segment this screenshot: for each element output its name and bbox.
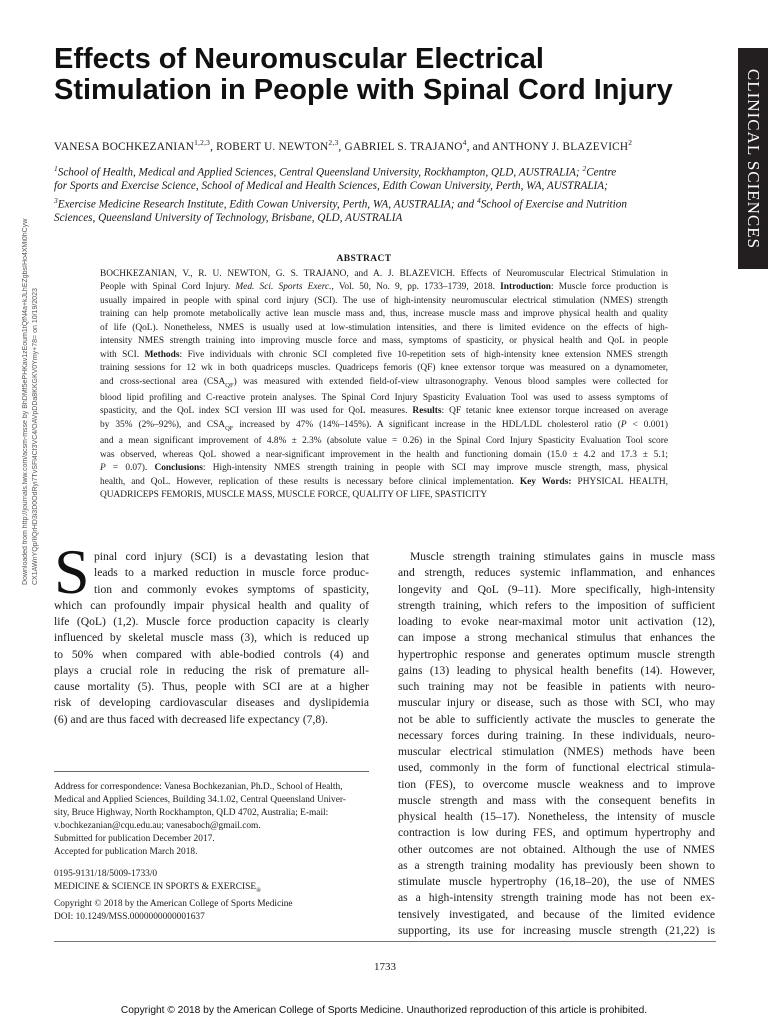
- abstract-line: [100, 462, 668, 475]
- abstract-line: [100, 349, 668, 362]
- body-line: and strength, reduces systemic inflammation, and enhances: [398, 566, 715, 580]
- drop-cap: S: [54, 536, 90, 607]
- abstract-text: by 35% (2%–92%), and CSA: [100, 419, 226, 430]
- author-affiliation-marker: 2,3: [328, 138, 339, 147]
- article-title: [54, 44, 714, 106]
- affiliation-marker: 3: [54, 195, 58, 205]
- abstract-line: of life (QoL). Nonetheless, NMES is usually used at low-stimulation intensities, and there is limited evidence on the effects of high-: [100, 322, 668, 333]
- body-line: necessary forces during training. In these individuals, neuro-: [398, 728, 715, 742]
- affiliation-text: Centre: [586, 166, 617, 179]
- body-line: not be able to sufficiently activate the muscles to generate the: [398, 712, 715, 726]
- body-line: muscular electrical stimulation (NMES) methods have been: [398, 745, 715, 758]
- body-line: Muscle strength training stimulates gains in muscle mass: [410, 550, 715, 563]
- body-line: can impose a strong mechanical stimulus that enhances the: [398, 631, 715, 645]
- registered-mark: ®: [256, 887, 262, 895]
- abstract-text: : Muscle force production is: [551, 282, 668, 293]
- subscript: QF: [225, 381, 234, 389]
- author-name: VANESA BOCHKEZANIAN: [54, 140, 195, 153]
- journal-abbrev: Med. Sci. Sports Exerc.: [235, 282, 332, 293]
- abstract-line: and a mean significant improvement of 4.8% ± 2.3% (absolute value = 0.26) in the Spinal Cord Injury Spasticity Evaluation Tool score: [100, 436, 668, 447]
- p-value-symbol: P: [620, 419, 627, 430]
- journal-name-text: MEDICINE & SCIENCE IN SPORTS & EXERCISE: [54, 882, 257, 893]
- abstract-text: People with Spinal Cord Injury.: [100, 282, 236, 293]
- body-column-right: [398, 549, 715, 939]
- body-line: stimulate muscle hypertrophy (16,18–20), the use of NMES: [398, 875, 715, 888]
- download-watermark: [22, 165, 46, 585]
- footnote-divider: [54, 771, 369, 772]
- section-label-conclusions: Conclusions: [154, 463, 203, 474]
- copyright-line: Copyright © 2018 by the American College of Sports Medicine: [54, 899, 293, 910]
- body-line: tion (FES), to overcome muscle weakness and to improve: [398, 777, 715, 791]
- body-line: gains (13) leading to physical health benefits (14). However,: [398, 663, 715, 677]
- abstract-line: BOCHKEZANIAN, V., R. U. NEWTON, G. S. TRAJANO, and A. J. BLAZEVICH. Effects of Neuromuscular Electrical Stimulation in: [100, 269, 668, 279]
- download-line-1: Downloaded from http://journals.lww.com/acsm-msse by BhDMf5ePHKav1zEoum1tQfN4a+kJLhEZgbsIHo4XMi0hCyw: [22, 218, 29, 585]
- abstract-text: , Vol. 50, No. 9, pp. 1733–1739, 2018.: [331, 282, 501, 293]
- author-separator: , and: [466, 140, 492, 153]
- page-number: 1733: [374, 961, 396, 973]
- affiliation-text: Exercise Medicine Research Institute, Edith Cowan University, Perth, WA, AUSTRALIA; and: [57, 198, 477, 211]
- author-separator: ,: [210, 140, 217, 153]
- p-value-symbol: P: [100, 463, 106, 474]
- abstract-text: PHYSICAL HEALTH,: [571, 476, 668, 487]
- abstract-line: QUADRICEPS FEMORIS, MUSCLE MASS, MUSCLE FORCE, QUALITY OF LIFE, SPASTICITY: [100, 490, 488, 500]
- section-label-introduction: Introduction: [500, 282, 551, 293]
- journal-name: [54, 881, 374, 898]
- author-list: [54, 138, 734, 153]
- abstract-text: health, and QoL. However, replication of these results is necessary before clinical implementation.: [100, 476, 520, 487]
- abstract-text: : High-intensity NMES strength training in people with SCI may improve muscle strength, mass, physical: [202, 463, 668, 474]
- body-line: other outcomes are not obtained. Although the use of NMES: [398, 842, 715, 856]
- author-affiliation-marker: 2: [628, 138, 633, 147]
- author-affiliation-marker: 1,2,3: [194, 138, 211, 147]
- affiliation-line: Sciences, Queensland University of Technology, Brisbane, QLD, AUSTRALIA: [54, 211, 403, 224]
- author-name: GABRIEL S. TRAJANO: [344, 140, 463, 153]
- body-line: (6) and are thus faced with decreased life expectancy (7,8).: [54, 712, 328, 726]
- body-line: longevity and QoL (9–11). More specifically, high-intensity: [398, 582, 715, 596]
- section-label-methods: Methods: [144, 349, 180, 360]
- abstract-text: with SCI.: [100, 349, 145, 360]
- abstract-line: training can help promote metabolically active lean muscle mass and, thus, increase muscle mass and improve physical health and quality: [100, 309, 668, 320]
- correspondence-email[interactable]: v.bochkezanian@cqu.edu.au; vanesaboch@gmail.com.: [54, 820, 261, 831]
- body-line: supporting, its use for increasing muscle strength (21,22) is: [398, 923, 715, 937]
- body-line: tensively investigated, and because of the limited evidence: [398, 907, 715, 921]
- abstract-text: ) was measured with extended field-of-view ultrasonography. Venous blood samples were collected for: [233, 376, 668, 387]
- title-line-2: Stimulation in People with Spinal Cord Injury: [54, 74, 673, 106]
- abstract-text: spasticity, and the QoL index SCI version III was used for QoL measures.: [100, 406, 413, 417]
- affiliation-marker: 1: [54, 164, 58, 173]
- author-separator: ,: [338, 140, 345, 153]
- abstract-line: [100, 405, 668, 418]
- body-line: pinal cord injury (SCI) is a devastating lesion that: [94, 550, 369, 563]
- abstract-text: and cross-sectional area (CSA: [100, 376, 226, 387]
- abstract-line: blood lipid profiling and C-reactive protein analyses. The Spinal Cord Injury Spasticity Evaluation Tool was used to assess symptoms of: [100, 392, 668, 403]
- affiliation-line: [54, 194, 730, 212]
- doi[interactable]: DOI: 10.1249/MSS.0000000000001637: [54, 912, 205, 923]
- body-line: physical health (15–17). Nonetheless, the intensity of muscle: [398, 810, 715, 823]
- body-column-left: [54, 549, 369, 728]
- body-line: loading to evoke near-maximal motor unit activation (12),: [398, 615, 715, 628]
- author-affiliation-marker: 4: [462, 138, 467, 147]
- subscript: QF: [225, 424, 234, 432]
- issn-code: 0195-9131/18/5009-1733/0: [54, 869, 158, 880]
- abstract-line: intensity NMES strength training into improving muscle force and mass, symptoms of spasticity, or physical health and QoL in people: [100, 336, 668, 347]
- correspondence-line: Medical and Applied Sciences, Building 34.1.02, Central Queensland Univer-: [54, 794, 346, 805]
- page-divider: [54, 941, 716, 942]
- accepted-date: Accepted for publication March 2018.: [54, 846, 198, 857]
- abstract-line: training sessions for 12 wk in both quadriceps muscles. Quadriceps femoris (QF) knee extensor torque was measured on a dynamometer,: [100, 363, 668, 374]
- body-line: cause mortality (5). Thus, people with SCI are at a higher: [54, 680, 369, 693]
- title-line-1: Effects of Neuromuscular Electrical: [54, 43, 544, 75]
- submitted-date: Submitted for publication December 2017.: [54, 833, 215, 844]
- correspondence-line: sity, Bruce Highway, North Rockhampton, QLD 4702, Australia; E-mail:: [54, 807, 329, 818]
- body-line: leads to a marked reduction in muscle force produc-: [94, 566, 369, 580]
- body-line: muscular injury or disease, such as those with SCI, who may: [398, 696, 715, 710]
- body-line: muscle strength and mass with the consequent benefits in: [398, 793, 715, 807]
- body-line: influenced by skeletal muscle mass (3), which is reduced up: [54, 631, 369, 645]
- affiliation-line: for Sports and Exercise Science, School of Medical and Health Sciences, Edith Cowan University, Perth, WA, AUSTRALIA;: [54, 180, 608, 193]
- section-tab-label: CLINICAL SCIENCES: [744, 68, 763, 249]
- body-line: such training may not be feasible in patients with neuro-: [398, 680, 715, 693]
- affiliation-text: School of Exercise and Nutrition: [480, 198, 627, 211]
- section-label-results: Results: [412, 406, 442, 417]
- key-words-label: Key Words:: [519, 476, 572, 487]
- abstract-text: = 0.07).: [105, 463, 155, 474]
- body-line: contraction is low during FES, and optimum hypertrophy and: [398, 826, 715, 840]
- affiliation-marker: 2: [582, 164, 587, 173]
- body-line: strength training, which refers to the imposition of sufficient: [398, 598, 715, 612]
- body-line: life (QoL) (1,2). Muscle force production capacity is clearly: [54, 615, 369, 628]
- body-line: which can profoundly impair physical health and quality of: [54, 598, 369, 612]
- author-name: ANTHONY J. BLAZEVICH: [491, 140, 629, 153]
- abstract-heading: ABSTRACT: [336, 254, 392, 264]
- body-line: risk of developing cardiovascular diseases and dyslipidemia: [54, 696, 369, 710]
- copyright-footer: Copyright © 2018 by the American College of Sports Medicine. Unauthorized reproduction of this article is prohibited.: [120, 1005, 648, 1016]
- body-line: plays a crucial role in reducing the risk of premature all-: [54, 663, 369, 677]
- body-line: tion and commonly evokes symptoms of spasticity,: [94, 582, 369, 596]
- abstract-text: : QF tetanic knee extensor torque increased on average: [441, 406, 668, 417]
- download-line-2: CX1AWnYQp/IlQrHD3i3D0OdRyi7TvSFl4Cf3VC4/OAVpDDa8KKGKV0Ymy+78= on 10/19/2023: [32, 288, 39, 585]
- author-name: ROBERT U. NEWTON: [216, 140, 329, 153]
- affiliation-marker: 4: [476, 195, 481, 205]
- abstract-line: was observed, whereas QoL showed a near-significant improvement in the health and functioning domain (15.0 ± 4.2 and 17.3 ± 5.1;: [100, 449, 668, 460]
- body-line: to 50% when compared with able-bodied controls (4) and: [54, 647, 369, 661]
- abstract-line: usually impaired in people with spinal cord injury (SCI). The use of high-intensity neuromuscular electrical stimulation (NMES) strength: [100, 295, 668, 306]
- affiliation-text: School of Health, Medical and Applied Sciences, Central Queensland University, Rockhampton, QLD, AUSTRALIA;: [57, 166, 583, 179]
- section-tab-label-wrap: [738, 48, 768, 269]
- abstract-line: [100, 376, 668, 392]
- body-line: used, commonly in the form of functional electrical stimula-: [398, 761, 715, 775]
- affiliation-line: [54, 162, 730, 180]
- abstract-text: increased by 47% (14%–145%). A significant increase in the HDL/LDL cholesterol ratio (: [233, 419, 621, 430]
- abstract-body: [100, 268, 668, 502]
- abstract-text: : Five individuals with chronic SCI completed five 10-repetition sets of high-intensity knee extension NMES strength: [179, 349, 668, 360]
- abstract-line: [100, 281, 668, 294]
- body-line: hypertrophic response and generates optimum muscle strength: [398, 647, 715, 661]
- body-line: as a high-intensity strength training mode has not been ex-: [398, 891, 715, 905]
- abstract-line: [100, 476, 668, 489]
- affiliations: [54, 162, 730, 225]
- correspondence-line: Address for correspondence: Vanesa Bochkezanian, Ph.D., School of Health,: [54, 782, 343, 792]
- body-line: as a strength training modality has previously been shown to: [398, 858, 715, 872]
- abstract-text: < 0.001): [626, 419, 668, 430]
- correspondence-block: [54, 781, 374, 924]
- abstract-line: [100, 419, 668, 435]
